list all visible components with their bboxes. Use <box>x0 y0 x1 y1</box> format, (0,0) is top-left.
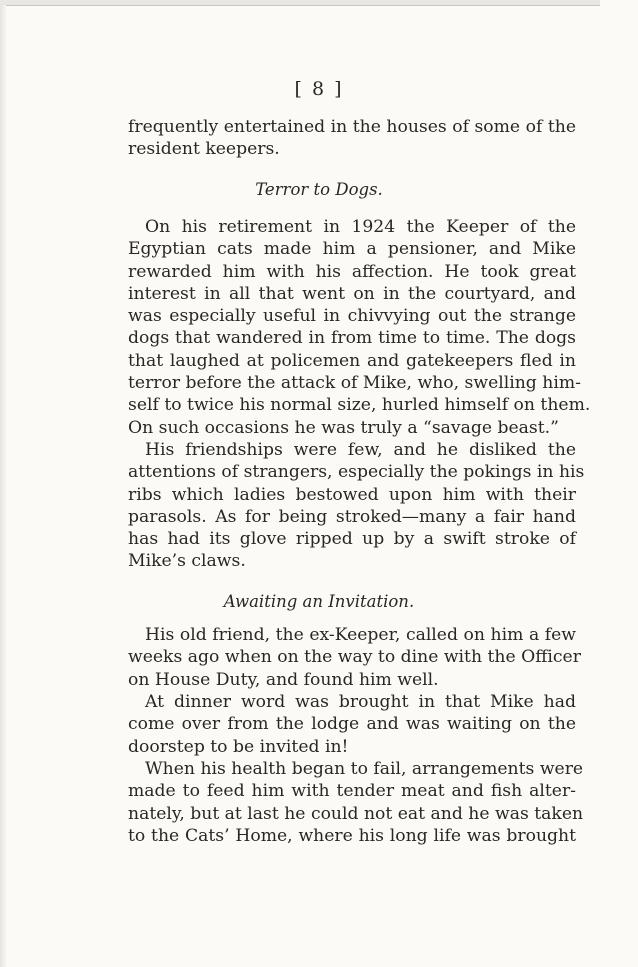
text-line: parasols. As for being stroked—many a fair hand <box>128 506 576 527</box>
text-line: ribs which ladies bestowed upon him with their <box>128 484 576 505</box>
text-line: rewarded him with his affection. He took great <box>128 261 576 282</box>
text-line: made to feed him with tender meat and fish alter- <box>128 781 576 802</box>
text-line: Egyptian cats made him a pensioner, and Mike <box>128 239 576 260</box>
page-number: [ 8 ] <box>294 78 344 100</box>
opening-paragraph <box>128 116 576 161</box>
text-line: His old friend, the ex-Keeper, called on him a few <box>145 625 576 645</box>
text-line: to the Cats’ Home, where his long life was brought <box>128 825 576 846</box>
text-line: frequently entertained in the houses of some of the <box>128 117 576 137</box>
text-line: self to twice his normal size, hurled himself on them. <box>128 395 591 416</box>
text-line: dogs that wandered in from time to time. The dogs <box>128 328 576 349</box>
binding-edge <box>0 5 6 967</box>
text-line: When his health began to fail, arrangements were <box>145 759 584 779</box>
paragraph-dinner <box>128 691 576 758</box>
text-line: nately, but at last he could not eat and he was taken <box>128 803 584 824</box>
text-line: His friendships were few, and he disliked the <box>145 440 576 460</box>
paragraph-friendships <box>128 439 585 573</box>
text-line: weeks ago when on the way to dine with the Officer <box>128 647 581 668</box>
text-line: Mike’s claws. <box>128 551 246 572</box>
text-line: on House Duty, and found him well. <box>128 669 439 690</box>
text-line: interest in all that went on in the courtyard, and <box>128 283 576 304</box>
text-line: attentions of strangers, especially the pokings in his <box>128 462 585 483</box>
section-heading-awaiting-invitation: Awaiting an Invitation. <box>223 592 415 611</box>
paragraph-health <box>128 758 584 847</box>
text-line: On such occasions he was truly a “savage beast.” <box>128 417 559 438</box>
text-line: has had its glove ripped up by a swift stroke of <box>128 529 576 550</box>
text-line: resident keepers. <box>128 139 280 160</box>
text-line: On his retirement in 1924 the Keeper of the <box>145 217 576 237</box>
text-line: At dinner word was brought in that Mike had <box>145 692 576 712</box>
text-line: come over from the lodge and was waiting on the <box>128 714 576 735</box>
text-line: doorstep to be invited in! <box>128 736 349 757</box>
page-top-edge <box>0 0 600 6</box>
paragraph-old-friend <box>128 624 581 691</box>
paragraph-retirement <box>128 216 591 439</box>
text-line: terror before the attack of Mike, who, swelling him- <box>128 373 581 394</box>
section-heading-terror-to-dogs: Terror to Dogs. <box>255 180 383 199</box>
text-line: that laughed at policemen and gatekeepers fled in <box>128 350 576 371</box>
text-line: was especially useful in chivvying out the strange <box>128 306 576 327</box>
